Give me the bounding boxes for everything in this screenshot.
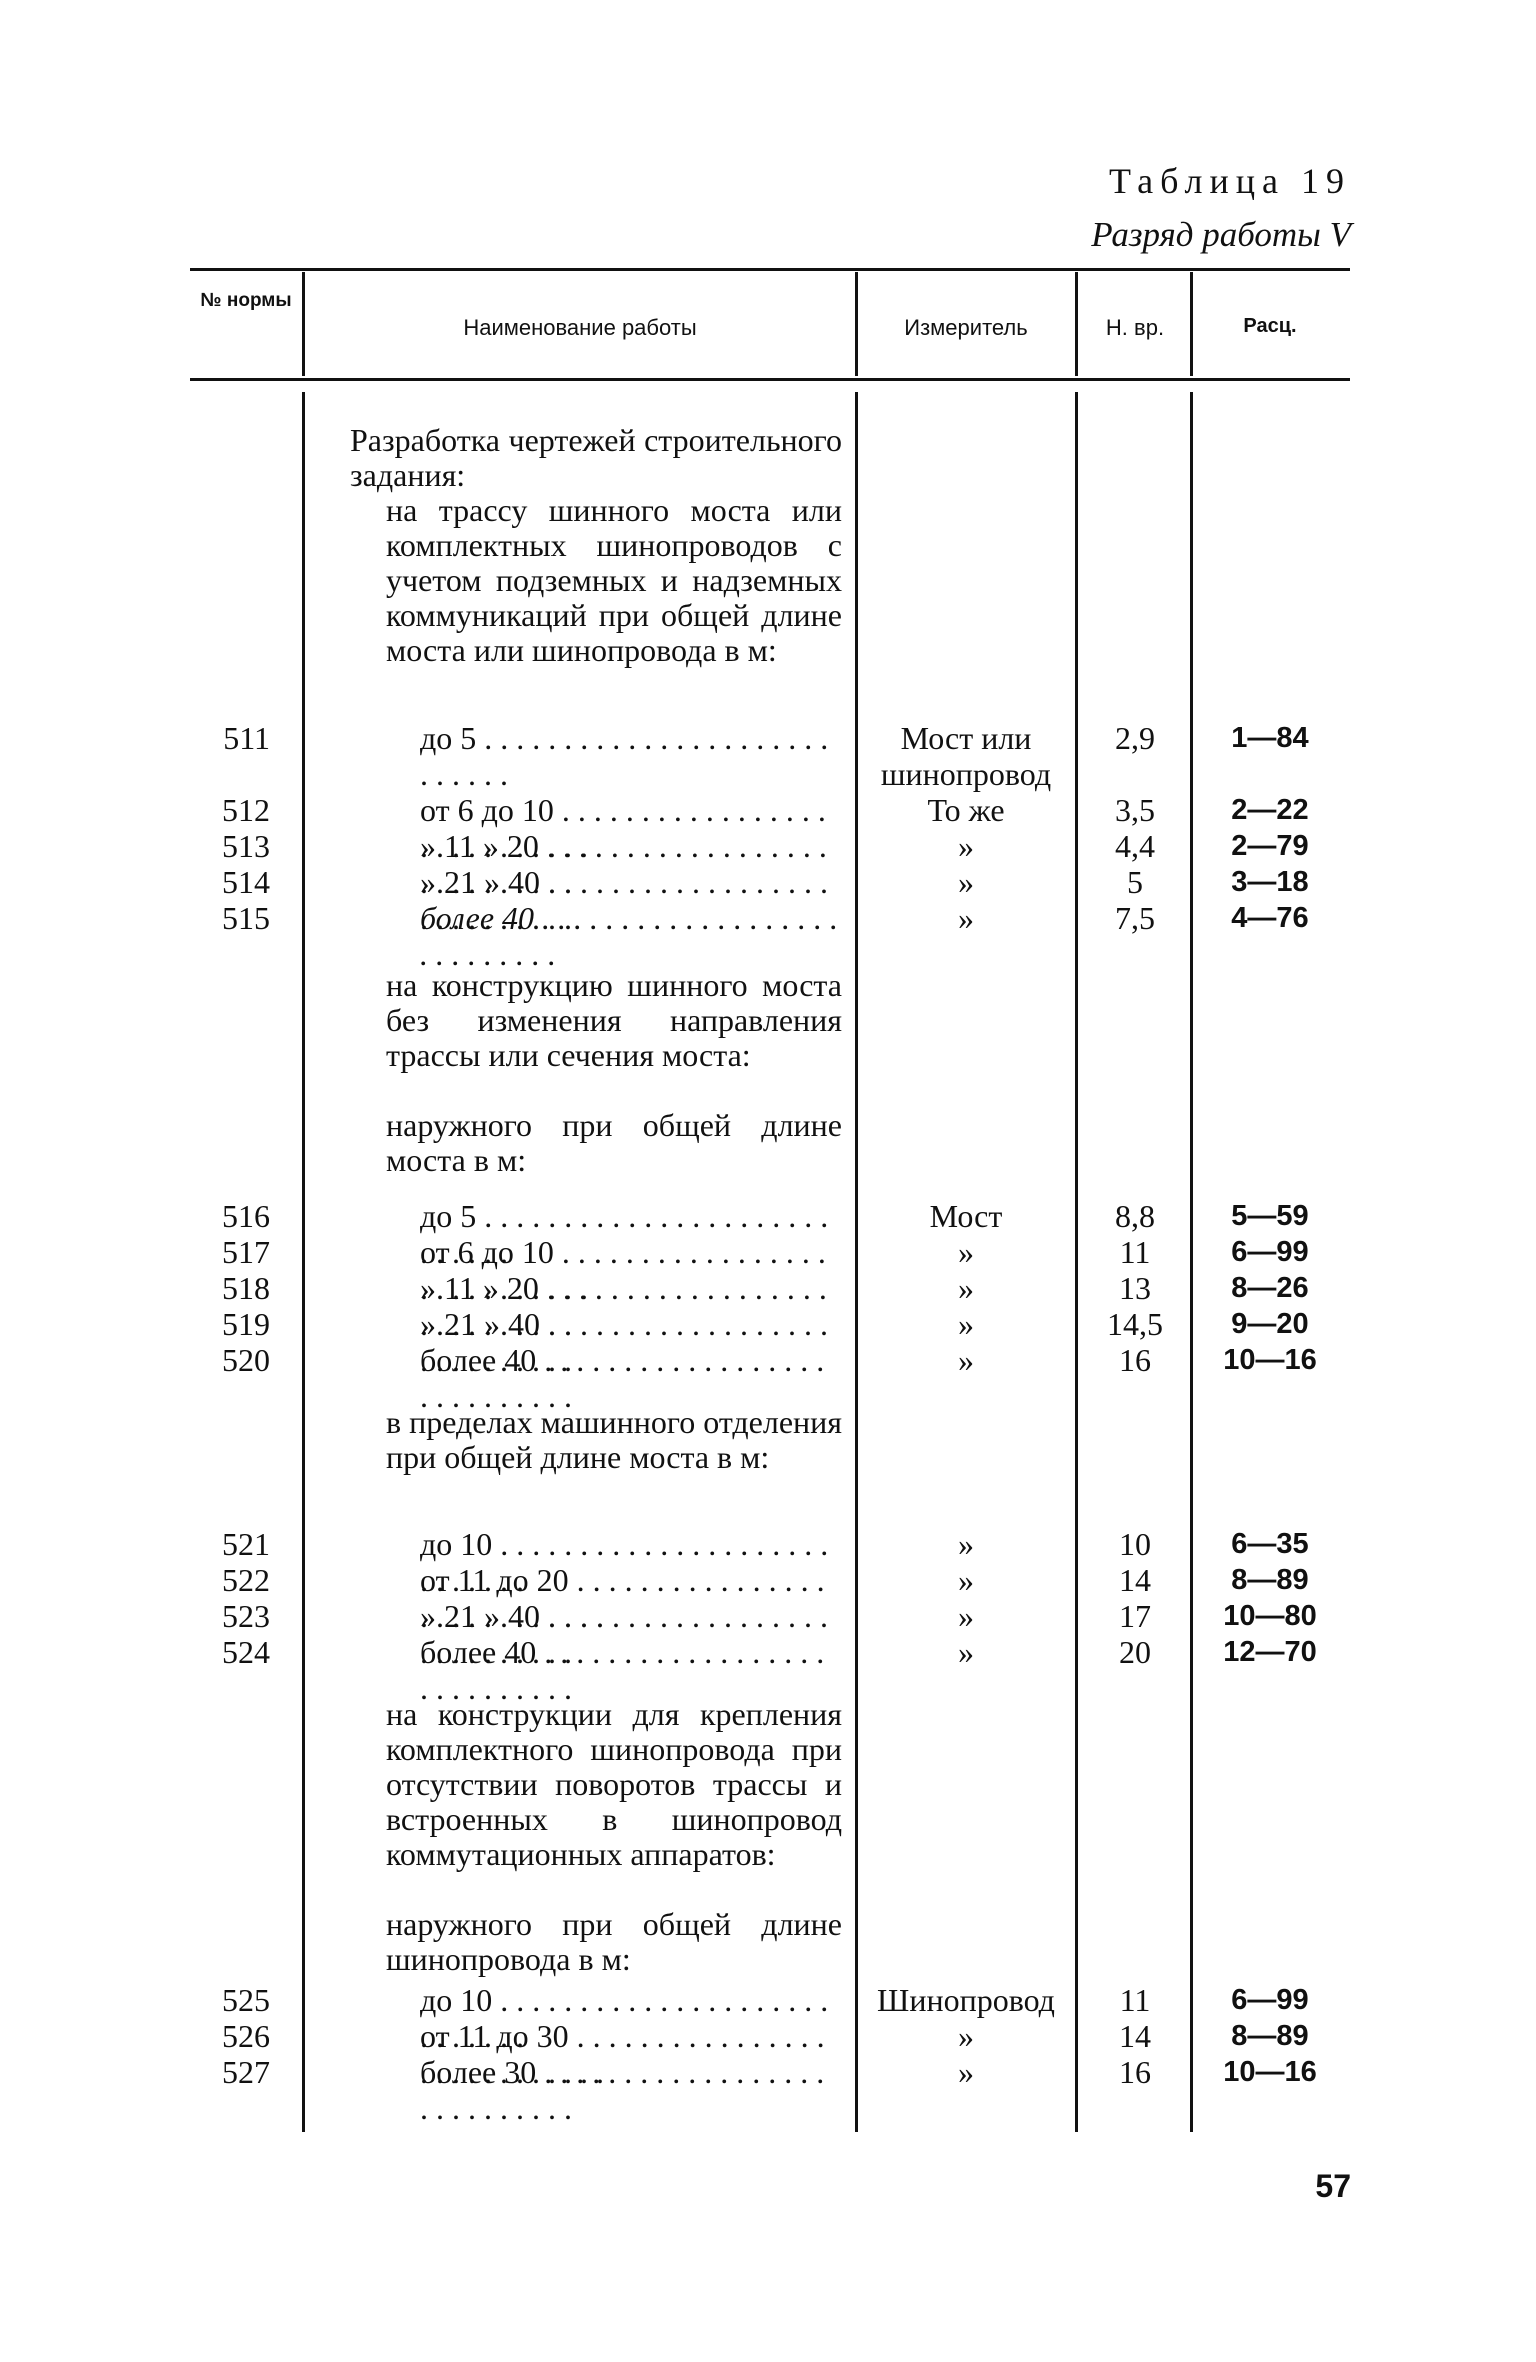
- section-text: на конструкцию шинного моста без изменения направления трассы или сечения моста:: [386, 967, 842, 1073]
- row-time: 5: [1127, 864, 1143, 900]
- row-name: » 21 » 40 . . .: [420, 1306, 840, 1378]
- row-price: 6—99: [1231, 1984, 1309, 2016]
- row-name: » 21 » 40 . . .: [420, 1598, 840, 1670]
- row-price: 8—26: [1231, 1272, 1309, 1304]
- row-number: 525: [222, 1982, 270, 2018]
- header-measure: Измеритель: [904, 315, 1028, 340]
- table-row: [0, 1526, 1536, 1562]
- row-time: 16: [1119, 1342, 1151, 1378]
- row-measure: Мост или: [900, 720, 1032, 756]
- table-row: [0, 1270, 1536, 1306]
- table-row: [0, 1342, 1536, 1378]
- row-name: » 11 » 20 . . .: [420, 1270, 840, 1342]
- row-number: 521: [222, 1526, 270, 1562]
- row-measure: То же: [927, 792, 1005, 828]
- row-measure: шинопровод: [880, 756, 1052, 792]
- row-price: 10—16: [1223, 2056, 1317, 2088]
- row-price: 5—59: [1231, 1200, 1309, 1232]
- row-measure: »: [958, 1270, 974, 1306]
- section-intro: Разработка чертежей строительного задания:: [350, 422, 842, 493]
- section-text: на трассу шинного моста или комплектных шинопроводов с учетом подземных и надземных коммуникаций при общей длине моста или шинопровода в м:: [386, 492, 842, 668]
- row-number: 515: [222, 900, 270, 936]
- row-measure: »: [958, 1562, 974, 1598]
- row-price: 8—89: [1231, 1564, 1309, 1596]
- row-measure: Шинопровод: [877, 1982, 1055, 2018]
- row-time: 8,8: [1115, 1198, 1155, 1234]
- row-price: 2—79: [1231, 830, 1309, 862]
- section-subtext: наружного при общей длине шинопровода в м:: [386, 1906, 842, 1977]
- row-measure: »: [958, 1234, 974, 1270]
- table-row-continued: [0, 756, 1536, 792]
- row-measure: »: [958, 864, 974, 900]
- row-time: 11: [1119, 1982, 1151, 2018]
- table-row: [0, 1306, 1536, 1342]
- row-time: 7,5: [1115, 900, 1155, 936]
- row-measure: »: [958, 1342, 974, 1378]
- column-divider: [1075, 272, 1078, 376]
- row-name: до 10 . . .: [420, 1526, 840, 1598]
- row-price: 4—76: [1231, 902, 1309, 934]
- row-time: 3,5: [1115, 792, 1155, 828]
- row-time: 11: [1119, 1234, 1151, 1270]
- table-row: [0, 1198, 1536, 1234]
- row-name: » 21 » 40 . . .: [420, 864, 840, 936]
- table-row: [0, 720, 1536, 756]
- row-price: 6—99: [1231, 1236, 1309, 1268]
- row-price: 2—22: [1231, 794, 1309, 826]
- row-name: » 11 » 20 . . .: [420, 828, 840, 900]
- row-time: 10: [1119, 1526, 1151, 1562]
- table-top-rule: [190, 268, 1350, 271]
- row-price: 3—18: [1231, 866, 1309, 898]
- header-name: Наименование работы: [463, 315, 697, 340]
- section-subtext: наружного при общей длине моста в м:: [386, 1107, 842, 1178]
- row-time: 14: [1119, 2018, 1151, 2054]
- row-price: 9—20: [1231, 1308, 1309, 1340]
- row-price: 10—80: [1223, 1600, 1317, 1632]
- column-divider: [855, 272, 858, 376]
- row-price: 12—70: [1223, 1636, 1317, 1668]
- page-number: 57: [1315, 2168, 1351, 2204]
- row-price: 8—89: [1231, 2020, 1309, 2052]
- header-number: № нормы: [200, 290, 292, 311]
- table-row: [0, 828, 1536, 864]
- table-row: [0, 1234, 1536, 1270]
- row-time: 13: [1119, 1270, 1151, 1306]
- row-measure: »: [958, 1306, 974, 1342]
- row-name: до 5 . . .: [420, 720, 840, 792]
- row-number: 519: [222, 1306, 270, 1342]
- row-name: от 11 до 30 . . .: [420, 2018, 840, 2090]
- row-name: до 5 . . .: [420, 1198, 840, 1270]
- row-measure: »: [958, 1598, 974, 1634]
- table-row: [0, 792, 1536, 828]
- column-divider: [1190, 272, 1193, 376]
- row-measure: »: [958, 2054, 974, 2090]
- row-time: 16: [1119, 2054, 1151, 2090]
- table-row: [0, 864, 1536, 900]
- row-time: 14,5: [1107, 1306, 1163, 1342]
- row-name: более 40 . . .: [420, 1342, 840, 1414]
- row-number: 527: [222, 2054, 270, 2090]
- section-text: на конструкции для крепления комплектного шинопровода при отсутствии поворотов трассы и встроенных в шинопровод коммутационных аппаратов:: [386, 1696, 842, 1872]
- section-text: в пределах машинного отделения при общей длине моста в м:: [386, 1404, 843, 1475]
- row-number: 511: [223, 720, 270, 756]
- table-subtitle: Разряд работы V: [1091, 215, 1351, 254]
- row-number: 513: [222, 828, 270, 864]
- row-number: 523: [222, 1598, 270, 1634]
- table-title: Таблица 19: [1109, 161, 1351, 201]
- row-measure: »: [958, 2018, 974, 2054]
- row-name: более 30 . . .: [420, 2054, 840, 2126]
- row-number: 520: [222, 1342, 270, 1378]
- table-row: [0, 2054, 1536, 2090]
- row-measure: »: [958, 1526, 974, 1562]
- table-row: [0, 1598, 1536, 1634]
- row-measure: Мост: [929, 1198, 1003, 1234]
- row-time: 14: [1119, 1562, 1151, 1598]
- table-row: [0, 2018, 1536, 2054]
- row-number: 518: [222, 1270, 270, 1306]
- row-number: 517: [222, 1234, 270, 1270]
- row-number: 516: [222, 1198, 270, 1234]
- header-bottom-rule: [190, 378, 1350, 381]
- header-time: Н. вр.: [1105, 315, 1165, 340]
- header-price: Расц.: [1243, 315, 1297, 337]
- row-price: 10—16: [1223, 1344, 1317, 1376]
- row-name: от 6 до 10 . . .: [420, 1234, 840, 1306]
- row-name: до 10 . . .: [420, 1982, 840, 2054]
- row-time: 4,4: [1115, 828, 1155, 864]
- table-row: [0, 1982, 1536, 2018]
- row-name: от 6 до 10 . . .: [420, 792, 840, 864]
- table-row: [0, 1562, 1536, 1598]
- row-number: 512: [222, 792, 270, 828]
- table-row: [0, 900, 1536, 936]
- row-number: 524: [222, 1634, 270, 1670]
- row-measure: »: [958, 1634, 974, 1670]
- row-time: 17: [1119, 1598, 1151, 1634]
- row-measure: »: [958, 828, 974, 864]
- row-name: от 11 до 20 . . .: [420, 1562, 840, 1634]
- row-price: 1—84: [1231, 722, 1309, 754]
- row-number: 526: [222, 2018, 270, 2054]
- row-name: более 40 . . .: [420, 900, 840, 972]
- row-price: 6—35: [1231, 1528, 1309, 1560]
- table-row: [0, 1634, 1536, 1670]
- row-number: 514: [222, 864, 270, 900]
- row-time: 2,9: [1115, 720, 1155, 756]
- row-measure: »: [958, 900, 974, 936]
- row-number: 522: [222, 1562, 270, 1598]
- row-name: более 40 . . .: [420, 1634, 840, 1706]
- row-time: 20: [1119, 1634, 1151, 1670]
